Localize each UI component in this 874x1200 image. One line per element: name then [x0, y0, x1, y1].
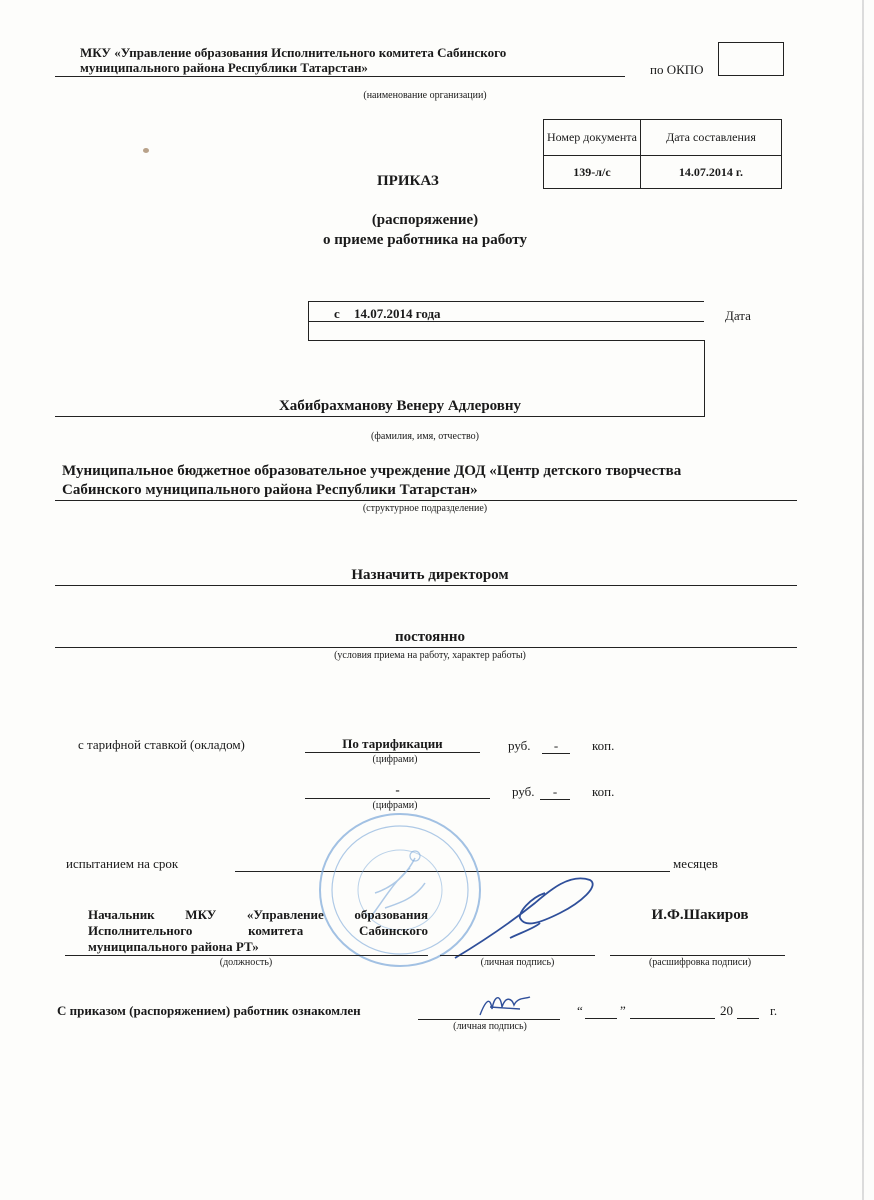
salary-kop1: -	[553, 738, 559, 753]
salary-kop-underline2	[540, 799, 570, 800]
salary-value2: -	[395, 782, 400, 797]
employee-signature	[470, 987, 550, 1019]
employee-signature-caption: (личная подпись)	[453, 1021, 527, 1032]
order-title: ПРИКАЗ	[377, 173, 439, 189]
signatory-position-line2: Исполнительного комитета Сабинского	[88, 923, 428, 938]
org-underline	[55, 76, 625, 77]
employee-name: Хабибрахманову Венеру Адлеровну	[278, 398, 522, 414]
date-bottom-line	[308, 340, 704, 341]
date-top-line	[308, 301, 704, 302]
signatory-position-underline	[65, 955, 428, 956]
employee-underline	[55, 416, 705, 417]
employee-signature-underline	[418, 1019, 560, 1020]
department-underline	[55, 500, 797, 501]
signatory-position-caption: (должность)	[219, 957, 273, 968]
salary-kop-underline1	[542, 753, 570, 754]
ack-year-unit: г.	[770, 1003, 778, 1018]
signatory-name: И.Ф.Шакиров	[651, 907, 749, 923]
date-prefix: с	[334, 306, 340, 321]
salary-underline1	[305, 752, 480, 753]
signatory-name-underline	[610, 955, 785, 956]
doc-date: 14.07.2014 г.	[640, 156, 781, 189]
conditions-underline	[55, 647, 797, 648]
head-signature	[440, 868, 600, 968]
salary-label: с тарифной ставкой (окладом)	[78, 737, 245, 752]
probation-unit: месяцев	[673, 856, 718, 871]
department-line1: Муниципальное бюджетное образовательное учреждение ДОД «Центр детского творчества	[62, 463, 682, 479]
paper-speck	[143, 148, 149, 153]
salary-rub-label1: руб.	[508, 738, 531, 753]
org-name-line1: МКУ «Управление образования Исполнительного комитета Сабинского	[80, 45, 507, 60]
ack-year-underline	[737, 1018, 759, 1019]
signatory-name-caption: (расшифровка подписи)	[648, 957, 752, 968]
conditions-caption: (условия приема на работу, характер работы)	[334, 650, 526, 661]
position-text: Назначить директором	[351, 567, 509, 583]
doc-number-table	[543, 119, 782, 189]
salary-underline2	[305, 798, 490, 799]
org-name-line2: муниципального района Республики Татарстан»	[80, 60, 368, 75]
department-line2: Сабинского муниципального района Республики Татарстан»	[62, 482, 478, 498]
head-signature-caption: (личная подпись)	[480, 957, 555, 968]
head-signature-underline	[440, 955, 595, 956]
signatory-position-line3: муниципального района РТ»	[88, 939, 259, 954]
position-underline	[55, 585, 797, 586]
order-subtitle: (распоряжение)	[371, 212, 479, 228]
okpo-label: по ОКПО	[650, 62, 704, 77]
date-mid-line	[308, 321, 704, 322]
salary-kop-label2: коп.	[592, 784, 615, 799]
salary-caption2: (цифрами)	[372, 800, 418, 811]
ack-month-underline	[630, 1018, 715, 1019]
okpo-box	[718, 42, 784, 76]
conditions-text: постоянно	[394, 629, 466, 645]
date-value: 14.07.2014 года	[354, 306, 441, 321]
ack-quote-close: ”	[620, 1003, 626, 1018]
employee-caption: (фамилия, имя, отчество)	[371, 431, 479, 442]
ack-quote-open: “	[577, 1003, 583, 1018]
ack-year-prefix: 20	[720, 1003, 733, 1018]
ack-day-underline	[585, 1018, 617, 1019]
date-label: Дата	[725, 308, 751, 323]
org-caption: (наименование организации)	[363, 90, 487, 101]
doc-number: 139-л/с	[544, 156, 641, 189]
date-left-border	[308, 301, 309, 340]
signatory-position-line1: Начальник МКУ «Управление образования	[88, 907, 428, 922]
salary-kop-label1: коп.	[592, 738, 615, 753]
number-header: Номер документа	[544, 120, 641, 156]
name-bracket-right	[704, 340, 705, 416]
scan-edge	[862, 0, 864, 1200]
date-header: Дата составления	[640, 120, 781, 156]
salary-rub-label2: руб.	[512, 784, 535, 799]
salary-value1: По тарификации	[342, 736, 443, 751]
salary-caption1: (цифрами)	[372, 754, 418, 765]
order-subject: о приеме работника на работу	[323, 232, 527, 248]
probation-label: испытанием на срок	[66, 856, 179, 871]
department-caption: (структурное подразделение)	[362, 503, 488, 514]
acknowledgement-label: С приказом (распоряжением) работник ознакомлен	[57, 1003, 361, 1018]
salary-kop2: -	[552, 784, 558, 799]
